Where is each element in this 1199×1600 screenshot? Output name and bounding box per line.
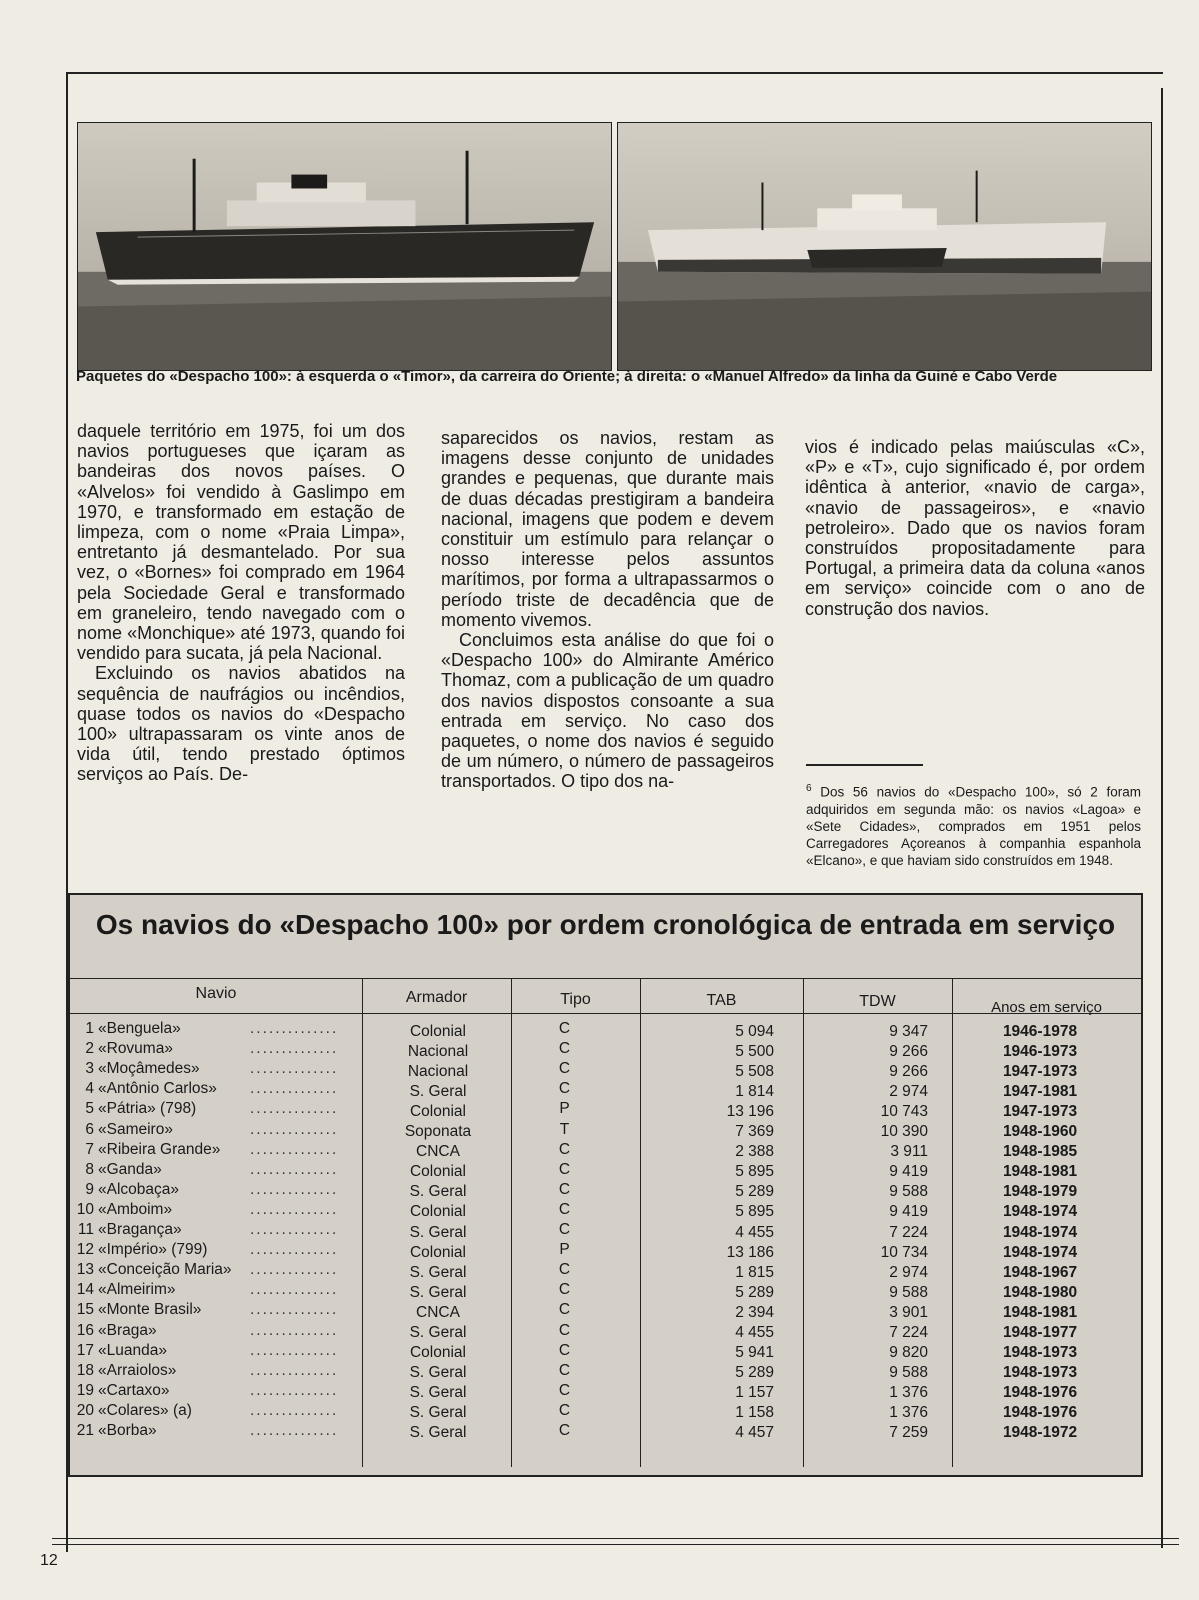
tipo-cell: C	[558, 1180, 571, 1198]
anos-cell: 1948-1981	[1002, 1163, 1078, 1181]
anos-cell: 1946-1978	[1002, 1023, 1078, 1040]
anos-cell: 1946-1973	[1002, 1043, 1078, 1061]
table-row: 8 «Ganda» Colonial C 5 895 9 419 1948-1981 ..............	[70, 1160, 1141, 1180]
anos-cell: 1948-1972	[1002, 1424, 1078, 1441]
tab-cell: 13 186	[726, 1243, 774, 1261]
tipo-cell: C	[558, 1281, 571, 1299]
tab-cell: 1 158	[735, 1403, 774, 1421]
ship-name: «Benguela»	[98, 1019, 185, 1039]
tipo-cell: T	[559, 1120, 570, 1138]
page-number: 12	[40, 1552, 58, 1569]
tdw-cell: 1 376	[889, 1383, 928, 1401]
row-number: 7	[85, 1140, 94, 1158]
table-row: 21 «Borba» S. Geral C 4 457 7 259 1948-1972 ..............	[70, 1421, 1141, 1441]
row-number: 20	[76, 1401, 94, 1419]
tdw-cell: 3 901	[889, 1303, 928, 1321]
photo-manuel-alfredo	[617, 122, 1152, 371]
header-tipo: Tipo	[560, 991, 591, 1008]
table-row: 13 «Conceição Maria» S. Geral C 1 815 2 974 1948-1967 ..............	[70, 1260, 1141, 1280]
table-row: 15 «Monte Brasil» CNCA C 2 394 3 901 1948-1981 ..............	[70, 1300, 1141, 1320]
tab-cell: 4 455	[735, 1323, 774, 1341]
ship-name: «Amboim»	[98, 1200, 176, 1220]
ship-name: «Borba»	[98, 1421, 161, 1441]
tab-cell: 13 196	[726, 1103, 774, 1121]
anos-cell: 1948-1960	[1002, 1123, 1078, 1141]
tdw-cell: 3 911	[890, 1143, 928, 1161]
table-row: 12 «Império» (799) Colonial P 13 186 10 734 1948-1974 ..............	[70, 1240, 1141, 1260]
row-number: 6	[85, 1120, 94, 1138]
anos-cell: 1948-1977	[1002, 1323, 1078, 1341]
row-number: 10	[76, 1200, 94, 1218]
header-tdw: TDW	[859, 993, 896, 1010]
row-number: 2	[85, 1040, 94, 1058]
tipo-cell: C	[558, 1261, 571, 1279]
ship-name: «Luanda»	[98, 1341, 171, 1361]
anos-cell: 1947-1973	[1002, 1063, 1078, 1081]
ships-table	[68, 893, 1143, 1477]
header-armador: Armador	[405, 989, 468, 1006]
row-number: 19	[76, 1381, 94, 1399]
table-row: 5 «Pátria» (798) Colonial P 13 196 10 743 1947-1973 ..............	[70, 1099, 1141, 1119]
text-column-1	[77, 421, 405, 785]
photo-timor	[77, 122, 612, 371]
tab-cell: 4 455	[735, 1223, 774, 1241]
table-row: 6 «Sameiro» Soponata T 7 369 10 390 1948-1960 ..............	[70, 1120, 1141, 1140]
ship-name: «Império» (799)	[98, 1240, 211, 1260]
header-anos: Anos em serviço	[991, 999, 1102, 1016]
ship-name: «Bragança»	[98, 1220, 186, 1240]
ship-name: «Alcobaça»	[98, 1180, 183, 1200]
tab-cell: 5 289	[735, 1363, 774, 1381]
ship-name: «Braga»	[98, 1321, 161, 1341]
tab-cell: 2 388	[735, 1143, 774, 1161]
photo-caption: Paquetes do «Despacho 100»: à esquerda o «Timor», da carreira do Oriente; à direita: o «Manuel Alfredo» da linha da Guiné e Cabo Verde	[76, 368, 1058, 385]
ship-name: «Ribeira Grande»	[98, 1140, 224, 1160]
tdw-cell: 10 743	[880, 1103, 928, 1121]
text-column-2	[441, 428, 774, 792]
row-number: 8	[85, 1160, 94, 1178]
table-row: 20 «Colares» (a) S. Geral C 1 158 1 376 1948-1976 ..............	[70, 1401, 1141, 1421]
ship-name: «Moçâmedes»	[98, 1059, 204, 1079]
armador-cell: Nacional	[407, 1043, 469, 1061]
header-tab: TAB	[706, 992, 737, 1009]
anos-cell: 1947-1973	[1002, 1103, 1078, 1121]
armador-cell: CNCA	[416, 1143, 460, 1161]
armador-cell: CNCA	[416, 1303, 460, 1321]
tdw-cell: 9 820	[889, 1343, 928, 1361]
ship-name: «Rovuma»	[98, 1039, 177, 1059]
tdw-cell: 1 376	[889, 1403, 928, 1421]
ship-name: «Colares» (a)	[98, 1401, 196, 1421]
armador-cell: S. Geral	[409, 1363, 467, 1381]
ship-name: «Sameiro»	[98, 1120, 177, 1140]
tipo-cell: C	[558, 1060, 571, 1078]
row-number: 12	[76, 1241, 94, 1259]
tdw-cell: 9 588	[889, 1183, 928, 1201]
tab-cell: 1 815	[735, 1263, 774, 1281]
tab-cell: 4 457	[735, 1424, 774, 1441]
table-row: 11 «Bragança» S. Geral C 4 455 7 224 1948-1974 ..............	[70, 1220, 1141, 1240]
tipo-cell: C	[558, 1200, 571, 1218]
table-row: 17 «Luanda» Colonial C 5 941 9 820 1948-1973 ..............	[70, 1341, 1141, 1361]
paragraph: saparecidos os navios, restam as imagens desse conjunto de unidades grandes e pequenas, que durante mais de duas décadas prestigiram a bandeira nacional, imagens que podem e devem constituir um estímulo para relançar o nosso interesse pelos assuntos marítimos, por forma a ultrapassarmos o período triste de decadência que de momento vivemos.	[441, 428, 774, 630]
tab-cell: 5 508	[735, 1063, 774, 1081]
right-rule	[1161, 88, 1163, 1548]
tab-cell: 5 895	[735, 1203, 774, 1221]
tdw-cell: 7 259	[889, 1424, 928, 1441]
anos-cell: 1948-1980	[1002, 1283, 1078, 1301]
tipo-cell: C	[558, 1422, 571, 1439]
table-row: 3 «Moçâmedes» Nacional C 5 508 9 266 1947-1973 ..............	[70, 1059, 1141, 1079]
anos-cell: 1948-1973	[1002, 1363, 1078, 1381]
ship-name: «Almeirim»	[98, 1280, 180, 1300]
table-row: 4 «Antônio Carlos» S. Geral C 1 814 2 974 1947-1981 ..............	[70, 1079, 1141, 1099]
tab-cell: 5 895	[735, 1163, 774, 1181]
bottom-rule	[52, 1538, 1179, 1545]
paragraph: daquele território em 1975, foi um dos navios portugueses que içaram as bandeiras dos novos países. O «Alvelos» foi vendido à Gaslimpo em 1970, e transformado em estação de limpeza, com o nome «Praia Limpa», entretanto já desmantelado. Por sua vez, o «Bornes» foi comprado em 1964 pela Sociedade Geral e transformado em graneleiro, tendo navegado com o nome «Monchique» até 1973, quando foi vendido para sucata, já pela Nacional.	[77, 421, 405, 664]
armador-cell: Colonial	[409, 1243, 466, 1261]
row-number: 18	[76, 1361, 94, 1379]
tab-cell: 5 289	[735, 1183, 774, 1201]
tdw-cell: 9 419	[889, 1203, 928, 1221]
table-row: 18 «Arraiolos» S. Geral C 5 289 9 588 1948-1973 ..............	[70, 1361, 1141, 1381]
tipo-cell: C	[558, 1140, 571, 1158]
anos-cell: 1948-1974	[1002, 1243, 1078, 1261]
row-number: 9	[85, 1180, 94, 1198]
tipo-cell: C	[558, 1040, 571, 1058]
armador-cell: S. Geral	[409, 1383, 467, 1401]
tdw-cell: 7 224	[889, 1323, 928, 1341]
tab-cell: 1 157	[735, 1383, 774, 1401]
tdw-cell: 9 588	[889, 1283, 928, 1301]
tab-cell: 5 941	[735, 1343, 774, 1361]
tdw-cell: 7 224	[889, 1223, 928, 1241]
paragraph: vios é indicado pelas maiúsculas «C», «P» e «T», cujo significado é, por ordem idêntica à anterior, «navio de carga», «navio de passageiros», e «navio petroleiro». Dado que os navios foram construídos propositadamente para Portugal, a primeira data da coluna «anos em serviço» coincide com o ano de construção dos navios.	[805, 437, 1145, 619]
footnote	[806, 780, 1141, 869]
anos-cell: 1948-1979	[1002, 1183, 1078, 1201]
armador-cell: Colonial	[409, 1023, 466, 1040]
paragraph: Excluindo os navios abatidos na sequência de naufrágios ou incêndios, quase todos os navios do «Despacho 100» ultrapassaram os vinte anos de vida útil, tendo prestado óptimos serviços ao País. De-	[77, 663, 405, 785]
ship-name: «Arraiolos»	[98, 1361, 180, 1381]
armador-cell: Colonial	[409, 1203, 466, 1221]
paragraph: Concluimos esta análise do que foi o «Despacho 100» do Almirante Américo Thomaz, com a publicação de um quadro dos navios dispostos consoante a sua entrada em serviço. No caso dos paquetes, o nome dos navios é seguido de um número, o número de passageiros transportados. O tipo dos na-	[441, 630, 774, 792]
tdw-cell: 2 974	[889, 1083, 928, 1101]
row-number: 13	[76, 1261, 94, 1279]
table-header-top-rule	[70, 978, 1141, 979]
row-number: 5	[85, 1100, 94, 1118]
row-number: 14	[76, 1281, 94, 1299]
ship-name: «Ganda»	[98, 1160, 166, 1180]
table-row: 16 «Braga» S. Geral C 4 455 7 224 1948-1977 ..............	[70, 1321, 1141, 1341]
tipo-cell: P	[559, 1100, 570, 1118]
footnote-rule	[806, 764, 923, 766]
row-number: 21	[76, 1422, 94, 1439]
anos-cell: 1947-1981	[1002, 1083, 1078, 1101]
table-title: Os navios do «Despacho 100» por ordem cronológica de entrada em serviço	[95, 909, 1116, 940]
tipo-cell: C	[558, 1381, 571, 1399]
anos-cell: 1948-1976	[1002, 1403, 1078, 1421]
ship-name: «Cartaxo»	[98, 1381, 174, 1401]
anos-cell: 1948-1973	[1002, 1343, 1078, 1361]
armador-cell: S. Geral	[409, 1263, 467, 1281]
tdw-cell: 10 734	[880, 1243, 928, 1261]
row-number: 1	[85, 1020, 94, 1037]
tdw-cell: 9 266	[889, 1063, 928, 1081]
tdw-cell: 10 390	[880, 1123, 928, 1141]
tipo-cell: C	[558, 1341, 571, 1359]
photo-strip	[77, 122, 1152, 371]
ship-name: «Pátria» (798)	[98, 1099, 200, 1119]
row-number: 16	[76, 1321, 94, 1339]
tdw-cell: 9 588	[889, 1363, 928, 1381]
anos-cell: 1948-1981	[1002, 1303, 1078, 1321]
ship-name: «Conceição Maria»	[98, 1260, 236, 1280]
table-row: 10 «Amboim» Colonial C 5 895 9 419 1948-1974 ..............	[70, 1200, 1141, 1220]
table-row: 14 «Almeirim» S. Geral C 5 289 9 588 1948-1980 ..............	[70, 1280, 1141, 1300]
armador-cell: Soponata	[404, 1123, 472, 1141]
armador-cell: Colonial	[409, 1163, 466, 1181]
tipo-cell: C	[558, 1361, 571, 1379]
row-number: 17	[76, 1341, 94, 1359]
tdw-cell: 2 974	[889, 1263, 928, 1281]
tipo-cell: C	[558, 1020, 571, 1037]
text-column-3	[805, 437, 1145, 619]
armador-cell: Colonial	[409, 1343, 466, 1361]
tdw-cell: 9 266	[889, 1043, 928, 1061]
tipo-cell: C	[558, 1080, 571, 1098]
row-number: 4	[85, 1080, 94, 1098]
row-number: 11	[77, 1221, 94, 1238]
armador-cell: S. Geral	[409, 1323, 467, 1341]
tab-cell: 2 394	[735, 1303, 774, 1321]
armador-cell: S. Geral	[409, 1183, 467, 1201]
tipo-cell: P	[559, 1241, 570, 1259]
anos-cell: 1948-1976	[1002, 1383, 1078, 1401]
tab-cell: 1 814	[735, 1083, 774, 1101]
tdw-cell: 9 347	[889, 1023, 928, 1040]
footnote-text: Dos 56 navios do «Despacho 100», só 2 foram adquiridos em segunda mão: os navios «Lagoa» e «Sete Cidades», comprados em 1951 pelos Carregadores Açoreanos à companhia espanhola «Elcano», e que haviam sido construídos em 1948.	[806, 784, 1141, 868]
tab-cell: 5 289	[735, 1283, 774, 1301]
table-row: 7 «Ribeira Grande» CNCA C 2 388 3 911 1948-1985 ..............	[70, 1140, 1141, 1160]
row-number: 3	[85, 1060, 94, 1078]
header-navio: Navio	[195, 985, 237, 1002]
tipo-cell: C	[558, 1321, 571, 1339]
tipo-cell: C	[558, 1401, 571, 1419]
armador-cell: S. Geral	[409, 1403, 467, 1421]
anos-cell: 1948-1985	[1002, 1143, 1078, 1161]
tipo-cell: C	[558, 1160, 571, 1178]
table-row: 1 «Benguela» Colonial C 5 094 9 347 1946-1978 ..............	[70, 1019, 1141, 1039]
armador-cell: S. Geral	[409, 1283, 467, 1301]
table-row: 9 «Alcobaça» S. Geral C 5 289 9 588 1948-1979 ..............	[70, 1180, 1141, 1200]
anos-cell: 1948-1967	[1002, 1263, 1078, 1281]
armador-cell: S. Geral	[409, 1223, 467, 1241]
table-row: 2 «Rovuma» Nacional C 5 500 9 266 1946-1973 ..............	[70, 1039, 1141, 1059]
tipo-cell: C	[558, 1301, 571, 1319]
anos-cell: 1948-1974	[1002, 1223, 1078, 1241]
table-row: 19 «Cartaxo» S. Geral C 1 157 1 376 1948-1976 ..............	[70, 1381, 1141, 1401]
tdw-cell: 9 419	[889, 1163, 928, 1181]
tab-cell: 5 500	[735, 1043, 774, 1061]
armador-cell: Nacional	[407, 1063, 469, 1081]
tipo-cell: C	[558, 1221, 571, 1238]
anos-cell: 1948-1974	[1002, 1203, 1078, 1221]
tab-cell: 7 369	[735, 1123, 774, 1141]
ship-name: «Monte Brasil»	[98, 1300, 205, 1320]
armador-cell: S. Geral	[409, 1424, 467, 1441]
footnote-mark: 6	[806, 783, 812, 794]
top-rule	[66, 72, 1163, 74]
row-number: 15	[76, 1301, 94, 1319]
ship-name: «Antônio Carlos»	[98, 1079, 221, 1099]
armador-cell: S. Geral	[409, 1083, 467, 1101]
armador-cell: Colonial	[409, 1103, 466, 1121]
tab-cell: 5 094	[735, 1023, 774, 1040]
